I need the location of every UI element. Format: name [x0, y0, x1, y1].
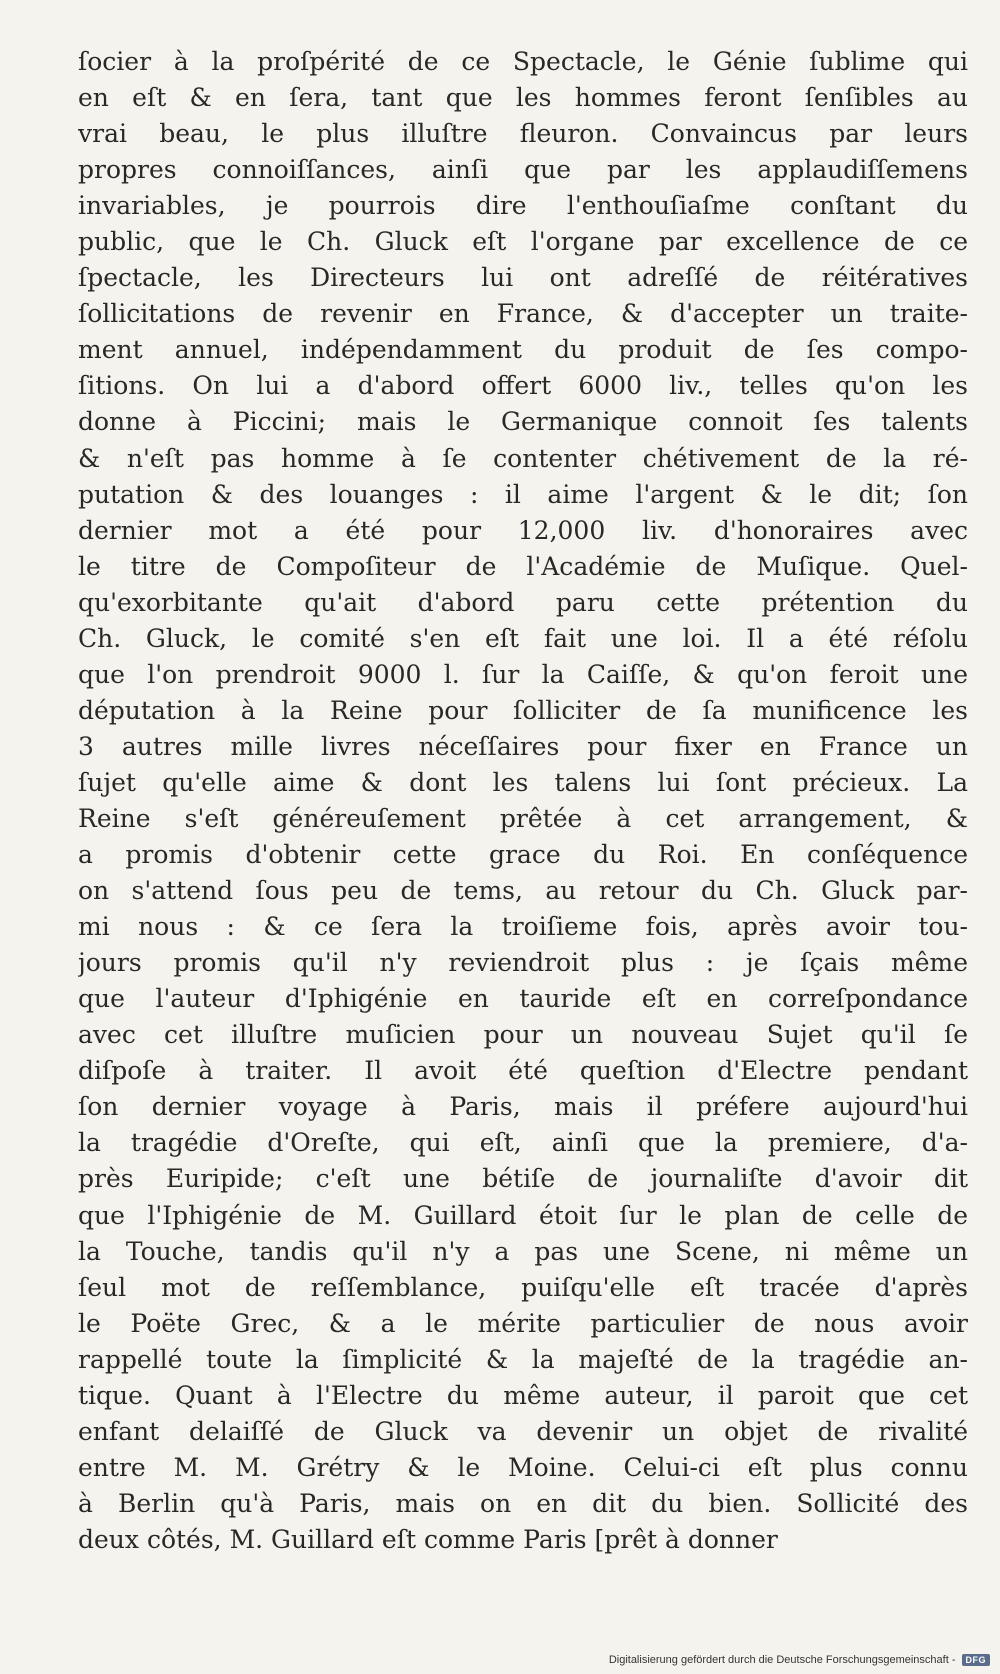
footer-credit-text: Digitalisierung gefördert durch die Deutsche Forschungsgemeinschaft -	[608, 1654, 956, 1666]
text-line: près Euripide; c'eſt une bétiſe de journaliſte d'avoir dit	[78, 1164, 968, 1194]
text-line: ſeul mot de reſſemblance, puiſqu'elle eſt tracée d'après	[78, 1272, 968, 1302]
text-line: le titre de Compoſiteur de l'Académie de Muſique. Quel-	[78, 551, 968, 581]
text-line: putation & des louanges : il aime l'argent & le dit; ſon	[78, 479, 968, 509]
text-line: tique. Quant à l'Electre du même auteur, il paroit que cet	[78, 1380, 968, 1410]
text-line: 3 autres mille livres néceſſaires pour fixer en France un	[78, 731, 968, 761]
text-line: ſocier à la proſpérité de ce Spectacle, le Génie ſublime qui	[78, 47, 968, 76]
text-line: mi nous : & ce ſera la troiſieme fois, après avoir tou-	[78, 912, 968, 942]
text-line: & n'eſt pas homme à ſe contenter chétivement de la ré-	[78, 443, 968, 473]
text-line: à Berlin qu'à Paris, mais on en dit du bien. Sollicité des	[78, 1488, 968, 1518]
text-line: public, que le Ch. Gluck eſt l'organe par excellence de ce	[78, 227, 968, 257]
dfg-logo: DFG	[962, 1654, 991, 1666]
text-line: en eſt & en ſera, tant que les hommes feront ſenſibles au	[78, 83, 968, 113]
text-line: ſitions. On lui a d'abord offert 6000 liv., telles qu'on les	[78, 371, 968, 401]
text-line: enfant delaiſſé de Gluck va devenir un objet de rivalité	[78, 1416, 968, 1446]
text-line: la Touche, tandis qu'il n'y a pas une Scene, ni même un	[78, 1236, 968, 1266]
text-line: vrai beau, le plus illuſtre fleuron. Convaincus par leurs	[78, 119, 968, 149]
text-line: jours promis qu'il n'y reviendroit plus : je ſçais même	[78, 948, 968, 978]
text-line: rappellé toute la ſimplicité & la majeſté de la tragédie an-	[78, 1344, 968, 1374]
text-line: invariables, je pourrois dire l'enthouſiaſme conſtant du	[78, 191, 968, 221]
text-line: deux côtés, M. Guillard eſt comme Paris [prêt à donner	[78, 1524, 778, 1554]
text-line: ment annuel, indépendamment du produit de ſes compo-	[78, 335, 968, 365]
text-line: ſon dernier voyage à Paris, mais il préfere aujourd'hui	[78, 1092, 968, 1122]
text-line: propres connoiſſances, ainſi que par les applaudiſſemens	[78, 155, 968, 185]
text-line: députation à la Reine pour ſolliciter de ſa munificence les	[78, 695, 968, 725]
text-line: ſujet qu'elle aime & dont les talens lui ſont précieux. La	[78, 767, 968, 797]
text-line: dernier mot a été pour 12,000 liv. d'honoraires avec	[78, 515, 968, 545]
text-line: ſollicitations de revenir en France, & d'accepter un traite-	[78, 299, 968, 329]
text-line: que l'Iphigénie de M. Guillard étoit ſur le plan de celle de	[78, 1200, 968, 1230]
text-line: ſpectacle, les Directeurs lui ont adreſſé de réitératives	[78, 263, 968, 293]
digitization-footer	[609, 1654, 990, 1666]
text-line: entre M. M. Grétry & le Moine. Celui-ci eſt plus connu	[78, 1452, 968, 1482]
text-line: qu'exorbitante qu'ait d'abord paru cette prétention du	[78, 587, 968, 617]
text-line: Ch. Gluck, le comité s'en eſt fait une loi. Il a été réſolu	[78, 623, 968, 653]
text-line: Reine s'eſt généreuſement prêtée à cet arrangement, &	[78, 803, 968, 833]
text-line: avec cet illuſtre muſicien pour un nouveau Sujet qu'il ſe	[78, 1020, 968, 1050]
text-line: donne à Piccini; mais le Germanique connoit ſes talents	[78, 407, 968, 437]
text-line: le Poëte Grec, & a le mérite particulier de nous avoir	[78, 1308, 968, 1338]
text-line: que l'auteur d'Iphigénie en tauride eſt en correſpondance	[78, 984, 968, 1014]
text-line: que l'on prendroit 9000 l. ſur la Caiſſe, & qu'on feroit une	[78, 659, 968, 689]
text-line: on s'attend ſous peu de tems, au retour du Ch. Gluck par-	[78, 876, 968, 906]
text-line: la tragédie d'Oreſte, qui eſt, ainſi que la premiere, d'a-	[78, 1128, 968, 1158]
text-line: a promis d'obtenir cette grace du Roi. En conſéquence	[78, 840, 968, 870]
page-text-block	[78, 44, 968, 1558]
text-line: diſpoſe à traiter. Il avoit été queſtion d'Electre pendant	[78, 1056, 968, 1086]
